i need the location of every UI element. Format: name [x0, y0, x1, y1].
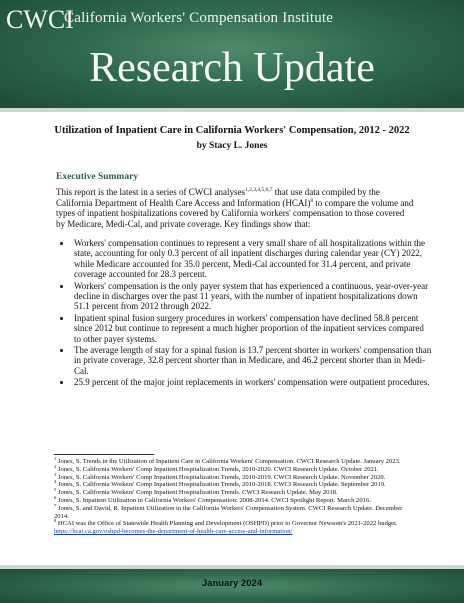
footnote-number: 3 — [54, 471, 57, 477]
footnote-number: 8 — [54, 518, 57, 524]
intro-text-c: to compare the volume and types of inpatient hospitalizations covered by California workers' compensation to those covered by Medicare, Medi-Cal, and private coverage. Key findings show that: — [56, 197, 414, 229]
intro-paragraph — [56, 187, 414, 229]
publication-date: January 2024 — [201, 578, 263, 589]
footnote-text: Jones, S. and David, R. Inpatient Utilization in the California Workers' Compensation System. CWCI Research Update. December 2014. — [54, 504, 403, 520]
footnote-number: 5 — [54, 487, 57, 492]
finding-item: • Inpatient spinal fusion surgery procedures in workers' compensation have declined 58.8 percent since 2012 but continue to represent a much higher proportion of the inpatient services compared to other payer systems. — [72, 313, 432, 344]
document-title: Utilization of Inpatient Care in California Workers' Compensation, 2012 - 2022 — [54, 125, 410, 136]
key-findings-list — [56, 238, 432, 389]
finding-item: • The average length of stay for a spinal fusion is 13.7 percent shorter in workers' compensation than in private coverage, 32.8 percent shorter than in Medicare, and 46.2 percent shorter than in Medi-Cal. — [72, 345, 432, 376]
intro-superscript-1: 1,2,3,4,5,6,7 — [244, 187, 273, 193]
cwci-logo — [6, 4, 74, 34]
intro-text-b: that use data compiled by the California Department of Health Care Access and Information (HCAI) — [56, 187, 380, 208]
header-divider — [0, 108, 464, 112]
svg-text:CWCI: CWCI — [6, 5, 74, 34]
footnote-number: 4 — [54, 479, 57, 485]
intro-text-a: This report is the latest in a series of CWCI analyses — [56, 187, 245, 197]
footnote-text: HCAI was the Office of Statewide Health Planning and Development (OSHPD) prior to Governor Newsom's 2021-2022 budget. — [56, 520, 398, 528]
institute-name: California Workers' Compensation Institute — [64, 10, 334, 26]
footnote — [54, 455, 414, 466]
footnote-number: 7 — [54, 502, 57, 508]
document-author: by Stacy L. Jones — [196, 141, 268, 151]
executive-summary-heading: Executive Summary — [56, 172, 139, 182]
footnote-text: Jones, S. California Workers' Comp Inpatient Hospitalization Trends. CWCI Research Update. May 2018. — [56, 489, 338, 497]
finding-item: • Workers' compensation continues to represent a very small share of all hospitalizations within the state, accounting for only 0.3 percent of all inpatient discharges during calendar year (CY) 2022, while Medicare accounted for 35.0 percent, Medi-Cal accounted for 31.4 percent, and private coverage accounted for 28.3 percent. — [72, 238, 432, 280]
footnote-text: Jones, S. California Workers' Comp Inpatient Hospitalization Trends, 2010-2018. CWCI Research Update. September 2019. — [56, 481, 386, 489]
footnote-number: 1 — [54, 455, 57, 461]
footnote-text: Jones, S. Inpatient Utilization in California Workers' Compensation: 2008-2014. CWCI Spotlight Report. March 2016. — [56, 496, 371, 504]
finding-item: • 25.9 percent of the major joint replacements in workers' compensation were outpatient procedures. — [72, 377, 432, 387]
footnote-number: 2 — [54, 463, 57, 469]
finding-item: • Workers' compensation is the only payer system that has experienced a continuous, year-over-year decline in discharges over the past 11 years, with the number of inpatient hospitalizations down 51.1 percent from 2012 through 2022. — [72, 281, 432, 312]
footnote — [54, 494, 414, 505]
footnote-text: Jones, S. California Workers' Comp Inpatient Hospitalization Trends, 2010-2019. CWCI Research Update. November 2020. — [56, 473, 386, 481]
footnote-text: Jones, S. Trends in the Utilization of Inpatient Care in California Workers' Compensation. CWCI Research Update. January 2023. — [56, 458, 401, 465]
cwci-logo-mark — [6, 4, 74, 34]
footnote-text: Jones, S. California Workers' Comp Inpatient Hospitalization Trends, 2010-2020. CWCI Research Update. October 2021. — [56, 465, 379, 473]
page-title: Research Update — [89, 45, 375, 91]
intro-superscript-2: 8 — [310, 197, 314, 204]
footnote — [54, 520, 414, 536]
header-banner — [0, 0, 464, 108]
footnotes — [54, 455, 414, 536]
footnote-divider — [54, 454, 154, 455]
footnote-number: 6 — [54, 494, 57, 500]
footnote — [54, 489, 414, 497]
hcai-link[interactable]: https://hcai.ca.gov/oshpd-becomes-the-department-of-health-care-access-and-information/ — [54, 528, 293, 536]
